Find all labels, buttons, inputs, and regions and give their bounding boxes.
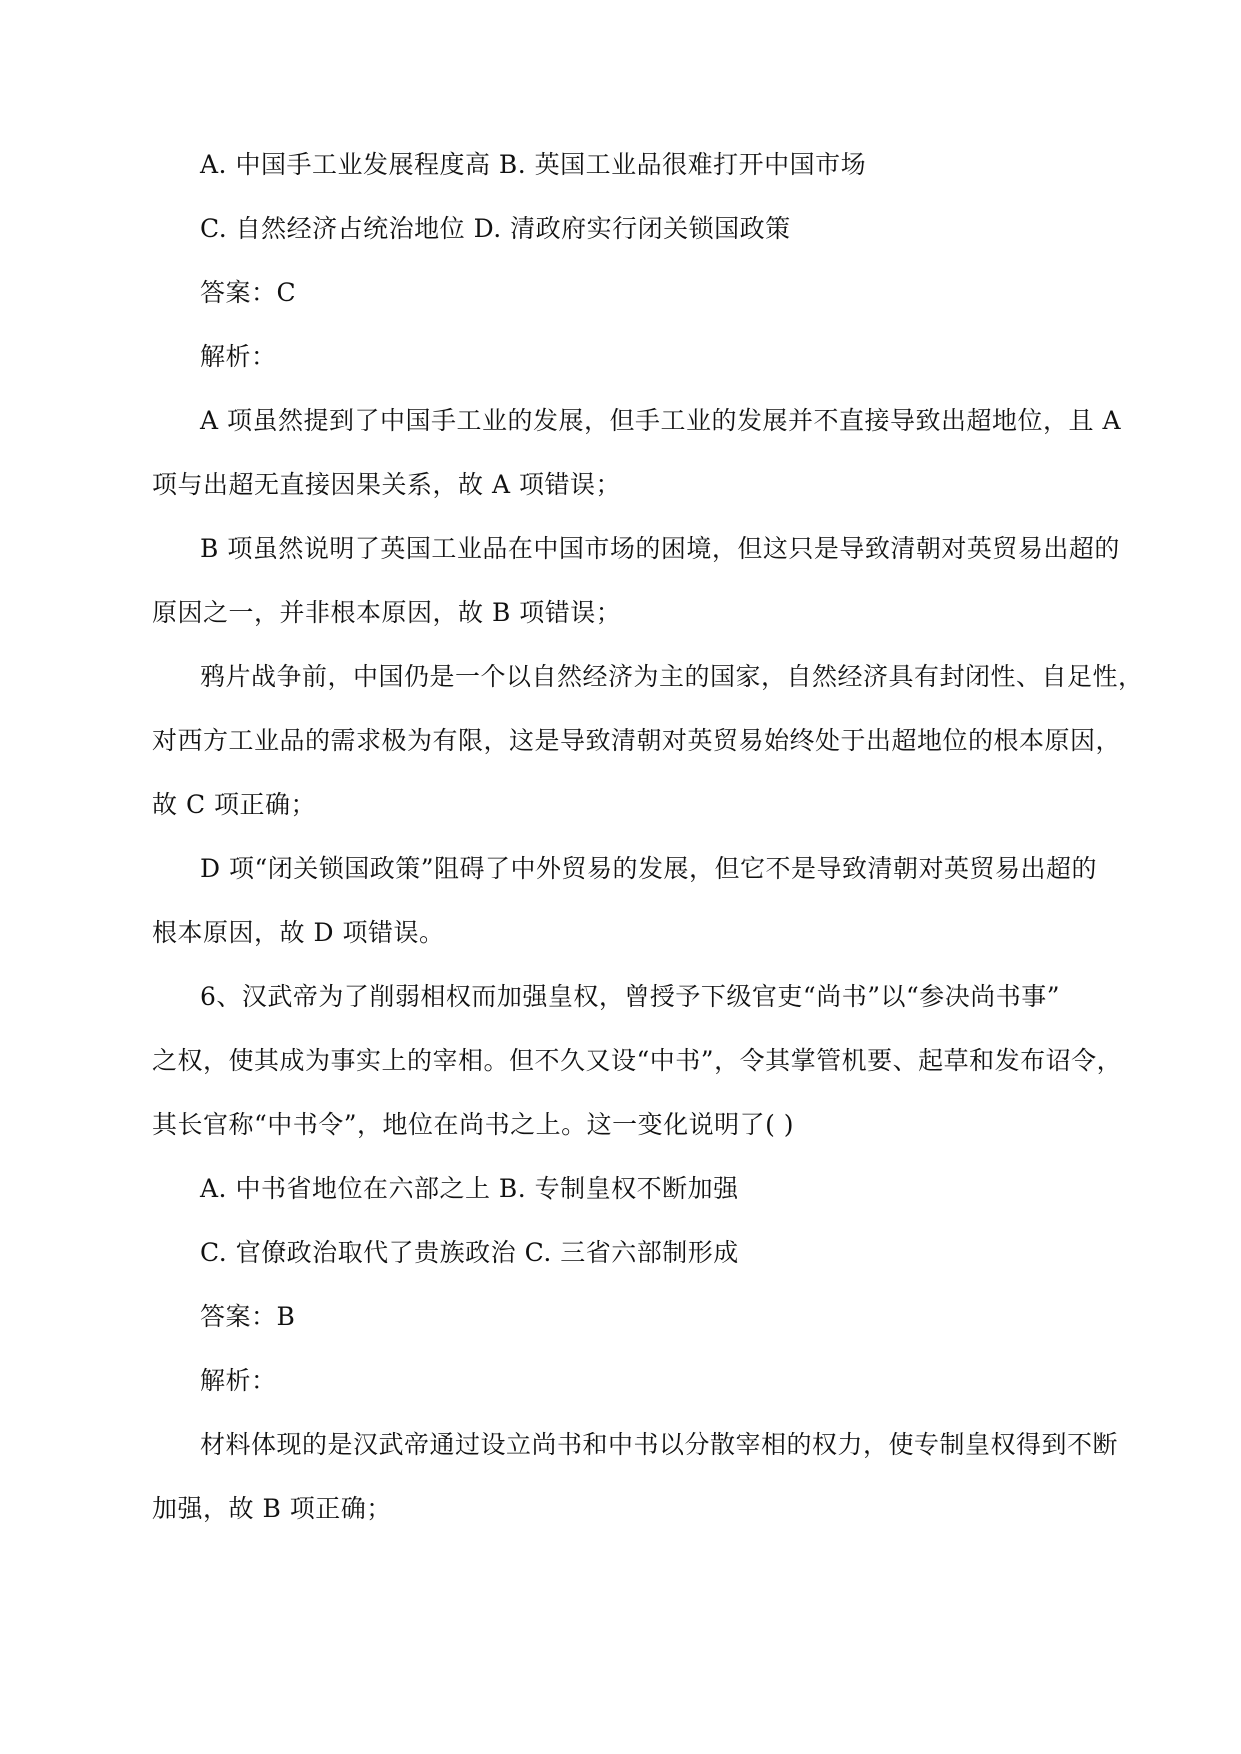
paragraph-line: 鸦片战争前，中国仍是一个以自然经济为主的国家，自然经济具有封闭性、自足性， — [200, 662, 1144, 691]
analysis-heading: 解析： — [200, 1366, 277, 1395]
question-line: 其长官称“中书令”，地位在尚书之上。这一变化说明了( ) — [152, 1110, 795, 1139]
answer-line: 答案：C — [200, 278, 297, 307]
paragraph-line: 故 C 项正确； — [152, 790, 317, 819]
paragraph-line: 对西方工业品的需求极为有限，这是导致清朝对英贸易始终处于出超地位的根本原因， — [152, 726, 1122, 755]
paragraph-line: 材料体现的是汉武帝通过设立尚书和中书以分散宰相的权力，使专制皇权得到不断 — [200, 1430, 1119, 1459]
answer-line: 答案：B — [200, 1302, 296, 1331]
question-line: 6、汉武帝为了削弱相权而加强皇权，曾授予下级官吏“尚书”以“参决尚书事” — [200, 982, 1061, 1011]
option-line: C. 自然经济占统治地位 D. 清政府实行闭关锁国政策 — [200, 214, 791, 243]
option-line: C. 官僚政治取代了贵族政治 C. 三省六部制形成 — [200, 1238, 739, 1267]
paragraph-line: A 项虽然提到了中国手工业的发展，但手工业的发展并不直接导致出超地位，且 A — [200, 406, 1122, 435]
paragraph-line: 原因之一，并非根本原因，故 B 项错误； — [152, 598, 622, 627]
option-line: A. 中书省地位在六部之上 B. 专制皇权不断加强 — [200, 1174, 739, 1203]
paragraph-line: 项与出超无直接因果关系，故 A 项错误； — [152, 470, 621, 499]
paragraph-line: D 项“闭关锁国政策”阻碍了中外贸易的发展，但它不是导致清朝对英贸易出超的 — [200, 854, 1098, 883]
paragraph-line: 根本原因，故 D 项错误。 — [152, 918, 445, 947]
option-line: A. 中国手工业发展程度高 B. 英国工业品很难打开中国市场 — [200, 150, 867, 179]
analysis-heading: 解析： — [200, 342, 277, 371]
paragraph-line: B 项虽然说明了英国工业品在中国市场的困境，但这只是导致清朝对英贸易出超的 — [200, 534, 1120, 563]
paragraph-line: 加强，故 B 项正确； — [152, 1494, 392, 1523]
question-line: 之权，使其成为事实上的宰相。但不久又设“中书”，令其掌管机要、起草和发布诏令， — [152, 1046, 1123, 1075]
